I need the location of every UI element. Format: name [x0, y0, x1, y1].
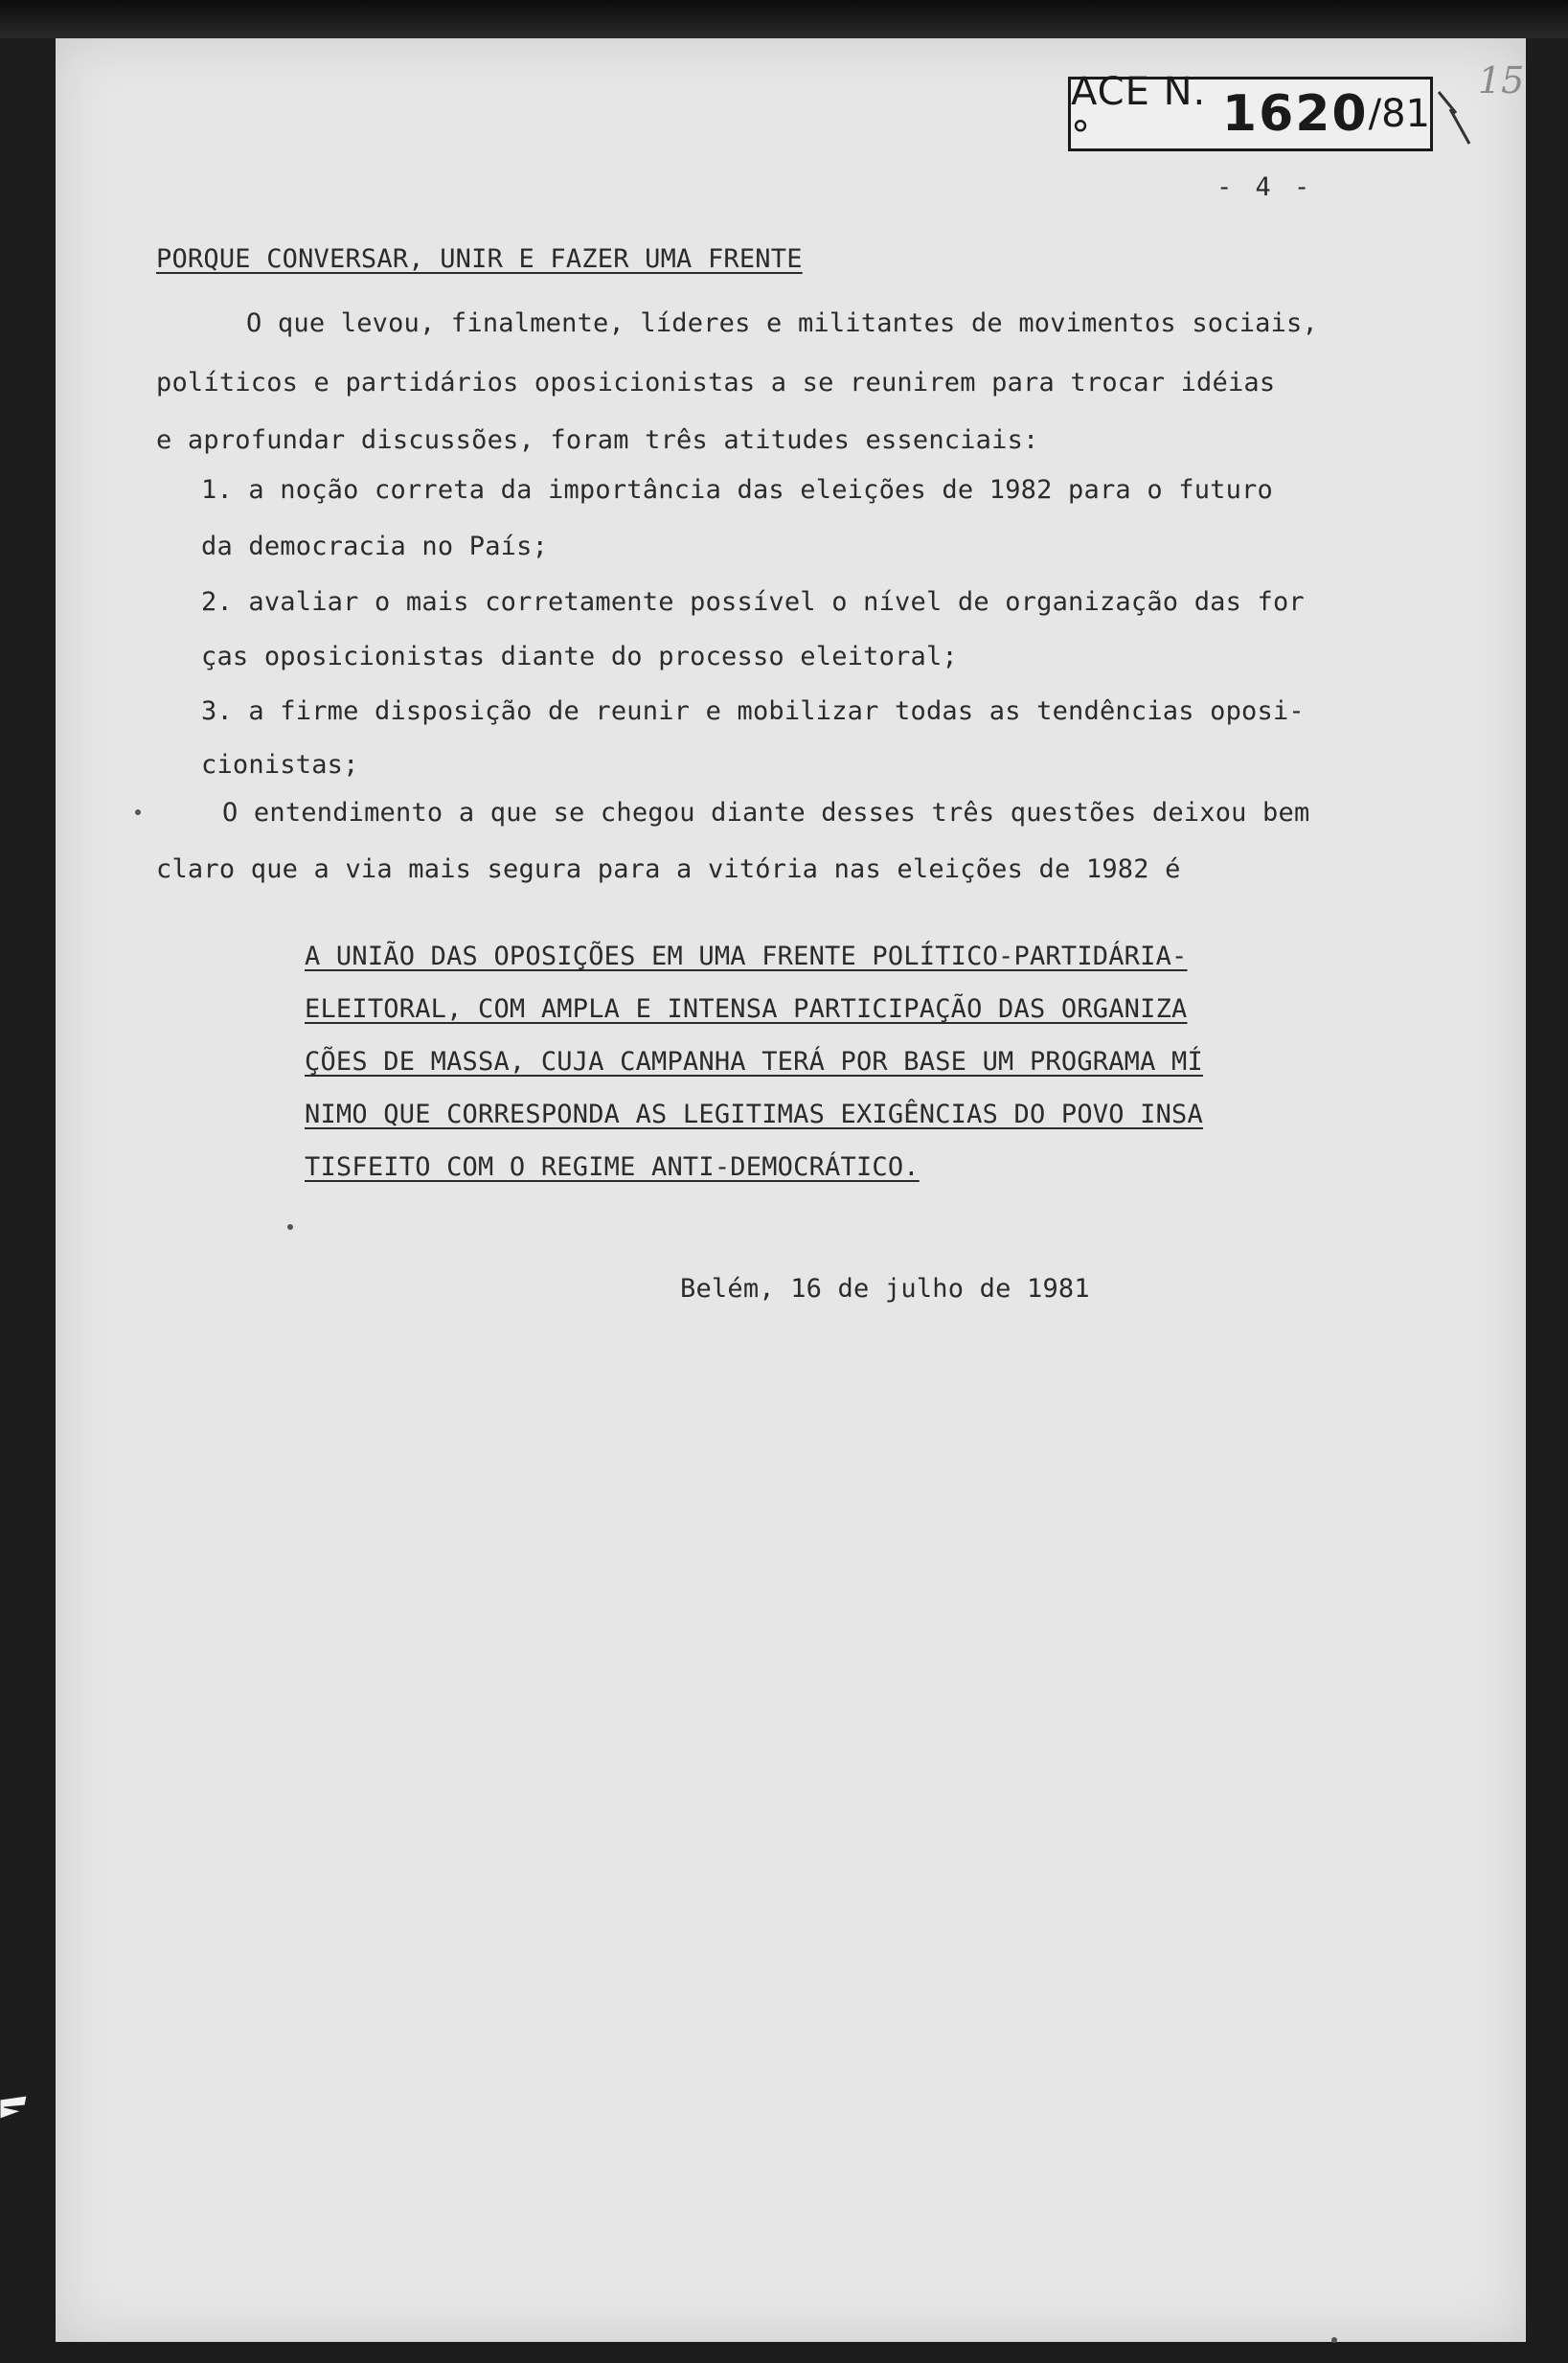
list-item-1-line-1: 1. a noção correta da importância das eleições de 1982 para o futuro [201, 475, 1273, 505]
page-number: - 4 - [1216, 172, 1314, 202]
highlight-line-2: ELEITORAL, COM AMPLA E INTENSA PARTICIPAÇÃO DAS ORGANIZA [305, 994, 1188, 1024]
margin-mark [1331, 2337, 1337, 2343]
signoff-date: Belém, 16 de julho de 1981 [680, 1274, 1090, 1304]
section-heading: PORQUE CONVERSAR, UNIR E FAZER UMA FRENTE [156, 244, 803, 274]
stamp-number: 1620 [1221, 85, 1369, 143]
margin-mark [287, 1224, 293, 1230]
stamp-suffix: /81 [1368, 92, 1430, 136]
folio-number: 15 [1478, 59, 1525, 102]
list-item-2-line-1: 2. avaliar o mais corretamente possível o nível de organização das for [201, 587, 1305, 617]
conclusion-line-1: O entendimento a que se chegou diante desses três questões deixou bem [222, 798, 1310, 828]
highlight-line-3: ÇÕES DE MASSA, CUJA CAMPANHA TERÁ POR BASE UM PROGRAMA MÍ [305, 1047, 1203, 1077]
highlight-line-5: TISFEITO COM O REGIME ANTI-DEMOCRÁTICO. [305, 1152, 920, 1182]
list-item-3-line-2: cionistas; [201, 750, 359, 780]
list-item-1-line-2: da democracia no País; [201, 532, 549, 561]
list-item-2-line-2: ças oposicionistas diante do processo eleitoral; [201, 642, 958, 671]
scan-top-edge [0, 0, 1568, 38]
highlight-line-1: A UNIÃO DAS OPOSIÇÕES EM UMA FRENTE POLÍTICO-PARTIDÁRIA- [305, 942, 1188, 971]
highlight-line-4: NIMO QUE CORRESPONDA AS LEGITIMAS EXIGÊNCIAS DO POVO INSA [305, 1100, 1203, 1129]
scan-artifact-icon [0, 2094, 29, 2121]
intro-line-1: O que levou, finalmente, líderes e militantes de movimentos sociais, [246, 308, 1318, 338]
intro-line-2: políticos e partidários oposicionistas a se reunirem para trocar idéias [156, 368, 1276, 398]
conclusion-line-2: claro que a via mais segura para a vitória nas eleições de 1982 é [156, 854, 1181, 884]
list-item-3-line-1: 3. a firme disposição de reunir e mobilizar todas as tendências oposi- [201, 696, 1305, 726]
check-mark-icon [1437, 88, 1475, 146]
intro-line-3: e aprofundar discussões, foram três atitudes essenciais: [156, 425, 1039, 455]
stamp-prefix: ACE N.° [1071, 70, 1207, 158]
ace-stamp [1068, 70, 1433, 158]
margin-mark [135, 809, 141, 815]
